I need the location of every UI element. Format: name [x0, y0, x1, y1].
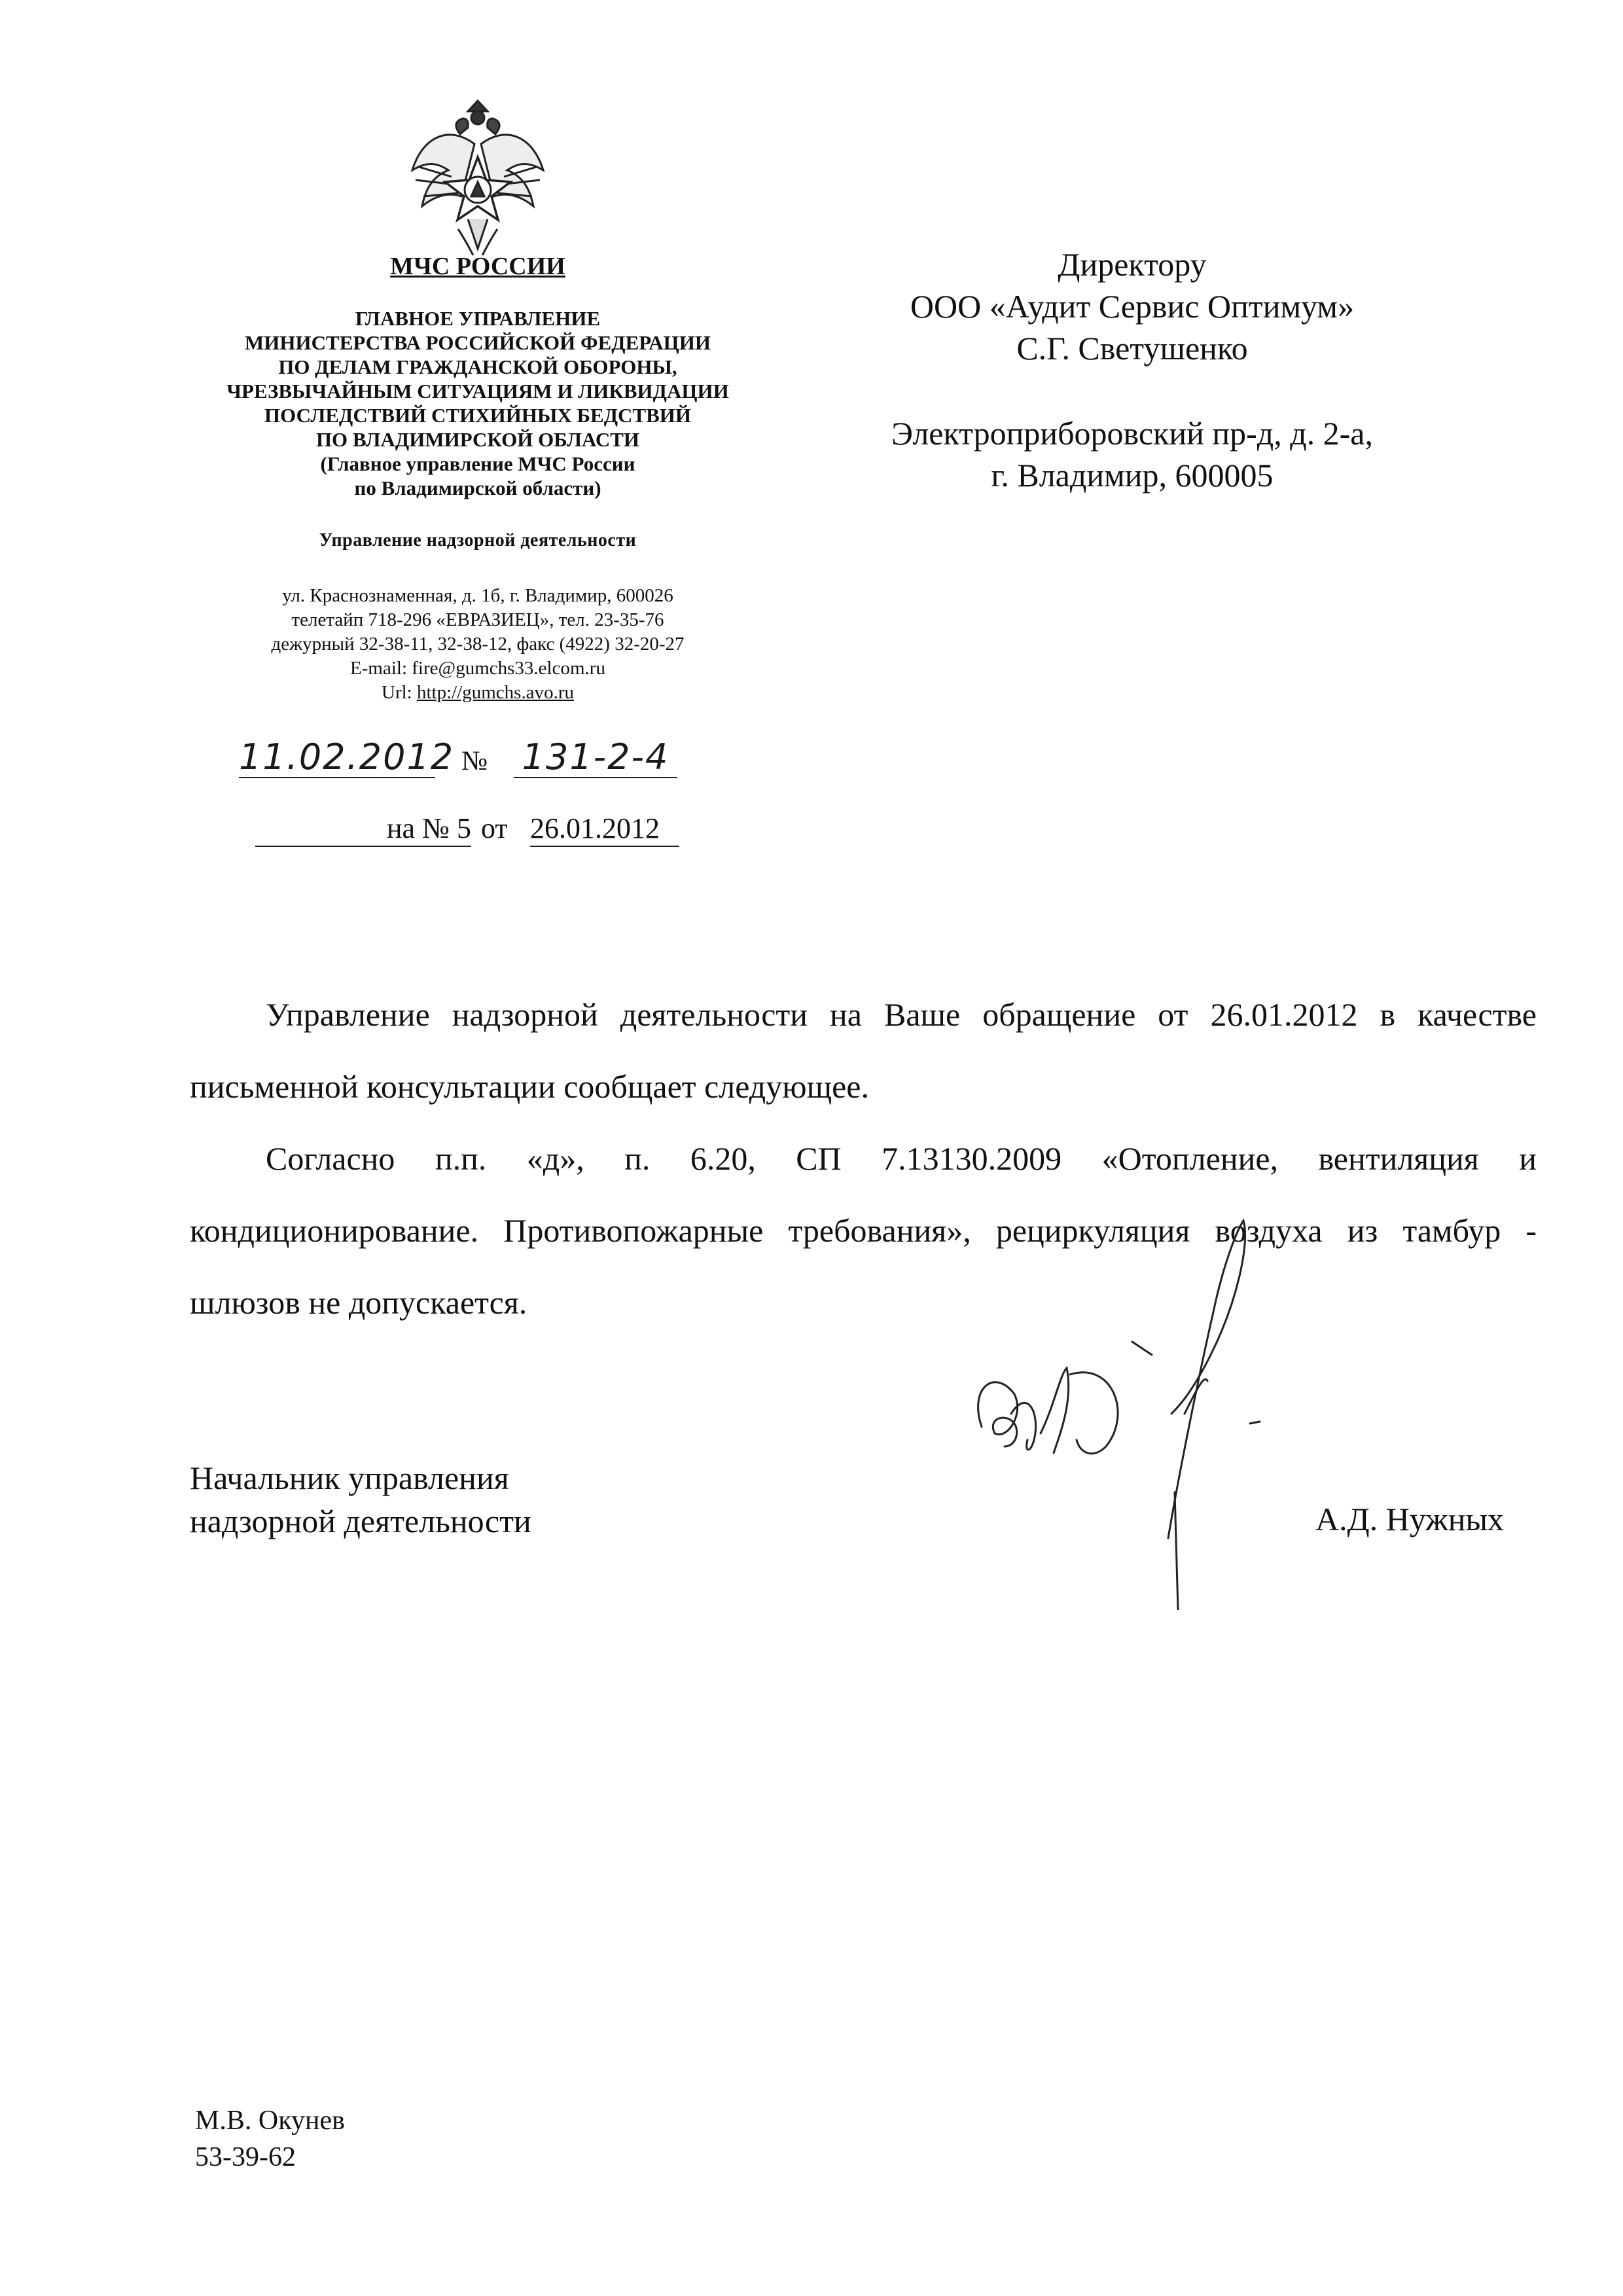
in-reply-number: на № 5 — [255, 812, 471, 847]
signatory-position — [190, 1456, 531, 1543]
incoming-reference — [255, 812, 713, 851]
website-link[interactable]: http://gumchs.avo.ru — [416, 682, 574, 703]
addressee-title: Директору — [1058, 246, 1207, 283]
executor-phone: 53-39-62 — [195, 2142, 296, 2172]
addressee-address — [805, 412, 1459, 496]
contact-line: телетайп 718-296 «ЕВРАЗИЕЦ», тел. 23-35-76 — [291, 609, 664, 630]
body-paragraph: Управление надзорной деятельности на Ваше обращение от 26.01.2012 в качестве письменной консультации сообщает следующее. — [190, 996, 1537, 1105]
org-full-line: МИНИСТЕРСТВА РОССИЙСКОЙ ФЕДЕРАЦИИ — [245, 331, 711, 354]
org-full-name — [157, 306, 798, 500]
body-paragraph: Согласно п.п. «д», п. 6.20, СП 7.13130.2009 «Отопление, вентиляция и кондиционирование. Противопожарные требования», рециркуляция воздуха из тамбур - шлюзов не допускается. — [190, 1140, 1537, 1321]
org-short-name: МЧС РОССИИ — [390, 253, 565, 280]
addressee-name: С.Г. Светушенко — [1016, 330, 1248, 367]
number-label: № — [461, 746, 488, 776]
org-full-line: ГЛАВНОЕ УПРАВЛЕНИЕ — [355, 307, 601, 330]
contact-block — [157, 584, 798, 705]
org-full-line: (Главное управление МЧС России — [320, 452, 635, 475]
contact-url-line — [157, 681, 798, 705]
address-line: Электроприборовский пр-д, д. 2-а, — [891, 415, 1373, 452]
contact-line: ул. Краснознаменная, д. 1б, г. Владимир, 600026 — [282, 585, 673, 606]
org-full-line: по Владимирской области) — [354, 476, 601, 499]
handwritten-signature — [962, 1217, 1263, 1610]
org-full-line: ПО ВЛАДИМИРСКОЙ ОБЛАСТИ — [315, 428, 640, 451]
letter-body — [190, 978, 1537, 1338]
position-line: Начальник управления — [190, 1460, 509, 1496]
contact-line: E-mail: fire@gumchs33.elcom.ru — [350, 658, 605, 679]
outgoing-number: 131-2-4 — [514, 736, 677, 778]
org-full-line: ПОСЛЕДСТВИЙ СТИХИЙНЫХ БЕДСТВИЙ — [264, 404, 691, 427]
position-line: надзорной деятельности — [190, 1503, 531, 1539]
department-name: Управление надзорной деятельности — [319, 530, 637, 550]
url-label: Url: — [382, 682, 417, 703]
from-label: от — [481, 812, 508, 844]
outgoing-date: 11.02.2012 — [239, 736, 455, 778]
emchs-emblem-icon — [402, 98, 553, 268]
outgoing-reference — [239, 736, 710, 782]
addressee-block — [805, 243, 1459, 369]
contact-line: дежурный 32-38-11, 32-38-12, факс (4922) 32-20-27 — [271, 634, 685, 655]
executor-block — [195, 2102, 345, 2176]
executor-name: М.В. Окунев — [195, 2106, 345, 2136]
in-reply-date: 26.01.2012 — [530, 812, 679, 847]
signatory-name: А.Д. Нужных — [1315, 1501, 1505, 1537]
addressee-company: ООО «Аудит Сервис Оптимум» — [910, 288, 1355, 325]
org-full-line: ПО ДЕЛАМ ГРАЖДАНСКОЙ ОБОРОНЫ, — [278, 355, 677, 378]
org-full-line: ЧРЕЗВЫЧАЙНЫМ СИТУАЦИЯМ И ЛИКВИДАЦИИ — [226, 380, 729, 403]
address-line: г. Владимир, 600005 — [991, 457, 1274, 493]
